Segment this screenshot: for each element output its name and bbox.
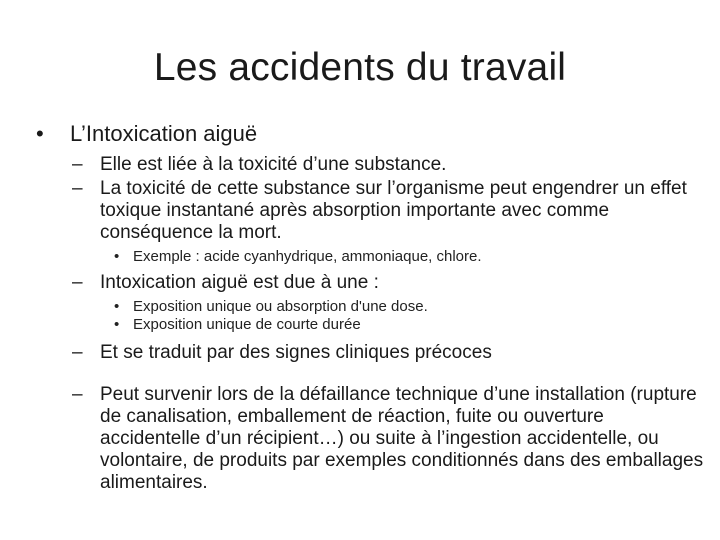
sub-bullet-text: Exemple : acide cyanhydrique, ammoniaque, chlore.	[133, 248, 482, 265]
list-item	[36, 384, 706, 494]
item-text: Intoxication aiguë est due à une :	[100, 272, 379, 293]
sub-bullet	[36, 248, 706, 266]
bullet-marker: •	[36, 121, 44, 146]
item-text: Elle est liée à la toxicité d’une substance.	[100, 154, 447, 175]
dash-marker: –	[72, 342, 83, 363]
bullet-marker: •	[114, 248, 120, 265]
sub-bullet	[36, 298, 706, 316]
list-item	[36, 178, 706, 244]
slide-body	[36, 120, 706, 494]
dash-marker: –	[72, 272, 83, 293]
slide-title: Les accidents du travail	[153, 46, 567, 89]
sub-bullet	[36, 316, 706, 334]
list-item	[36, 342, 706, 364]
item-text: La toxicité de cette substance sur l’organisme peut engendrer un effet toxique instantané après absorption importante avec comme conséquence la mort.	[100, 178, 687, 243]
item-text: Et se traduit par des signes cliniques précoces	[100, 342, 492, 363]
sub-bullet-text: Exposition unique de courte durée	[133, 316, 361, 333]
bullet-marker: •	[114, 298, 120, 315]
dash-marker: –	[72, 154, 83, 175]
item-text: Peut survenir lors de la défaillance technique d’une installation (rupture de canalisation, emballement de réaction, fuite ou ouverture accidentelle d’un récipient…) ou suite à l’ingestion accidentelle, ou volontaire, de produits par exemples conditionnés dans des emballages alimentaires.	[100, 384, 704, 493]
bullet-marker: •	[114, 316, 120, 333]
dash-marker: –	[72, 178, 83, 199]
level1-text: L’Intoxication aiguë	[70, 121, 258, 146]
list-item	[36, 272, 706, 294]
dash-marker: –	[72, 384, 83, 405]
level1-bullet	[36, 120, 706, 148]
sub-bullet-text: Exposition unique ou absorption d'une dose.	[133, 298, 428, 315]
list-item	[36, 154, 706, 176]
